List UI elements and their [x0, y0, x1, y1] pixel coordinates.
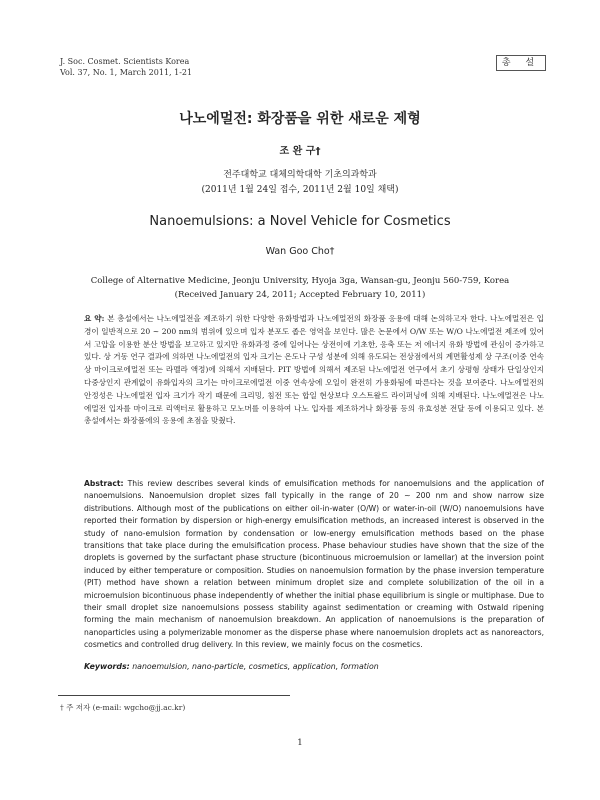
korean-affiliation: 전주대학교 대체의학대학 기초의과학과 — [223, 170, 377, 180]
korean-abstract-text: 본 총설에서는 나노에멀전을 제조하기 위한 다양한 유화방법과 나노에멀전의 화장품 응용에 대해 논의하고자 한다. 나노에멀전은 입경이 일반적으로 20 ~ 200 nm의 범위에 있으며 입자 분포도 좁은 영역을 보인다. 많은 논문에서 O/W 또는 W/O 나노에멀전 제조에 있어서 고압을 이용한 분산 방법을 보고하고 있지만 유화과정 중에 일어나는 상전이에 기초한, 응축 또는 저 에너지 유화 방법에 관심이 증가하고 있다. 상 거동 연구 결과에 의하면 나노에멀전의 입자 크기는 온도나 구성 성분에 의해 유도되는 전상점에서의 계면활성제 상 구조(이중 연속상 마이크로에멀전 또는 라멜라 액정)에 의해서 지배된다. PIT 방법에 의해서 제조된 나노에멀전 연구에서 초기 상평형 상태가 단일상인지 다중상인지 관계없이 유화입자의 크기는 마이크로에멀전 이중 연속상에 오일이 완전히 가용화됨에 따른다는 것을 보여준다. 나노에멀전의 안정성은 나노에멀전 입자 크기가 작기 때문에 크리밍, 침전 또는 합일 현상보다 오스트왈드 라이퍼닝에 의해 지배된다. 나노에멀전은 나노에멀전 입자를 마이크로 리액터로 활용하고 모노머를 이용하여 나노 입자를 제조하거나 화장품 등의 유효성분 전달 등에 이용되고 있다. 본 총설에서는 화장품에의 응용에 초점을 맞췄다. — [84, 314, 544, 426]
korean-dates: (2011년 1월 24일 접수, 2011년 2월 10일 채택) — [201, 185, 399, 195]
english-affiliation: College of Alternative Medicine, Jeonju University, Hyoja 3ga, Wansan-gu, Jeonju 560-759, Korea — [90, 276, 510, 286]
korean-abstract — [84, 313, 544, 428]
english-affiliation-block — [0, 274, 600, 302]
english-abstract-label: Abstract: — [84, 479, 124, 488]
korean-affiliation-block — [0, 168, 600, 198]
keywords-label: Keywords: — [84, 662, 130, 671]
korean-title: 나노에멀전: 화장품을 위한 새로운 제형 — [179, 111, 421, 127]
english-dates: (Received January 24, 2011; Accepted February 10, 2011) — [174, 290, 426, 300]
page-number: 1 — [297, 738, 303, 748]
keywords-terms: nanoemulsion, nano-particle, cosmetics, application, formation — [132, 662, 379, 671]
footnote-divider — [58, 695, 290, 696]
english-abstract-text: This review describes several kinds of emulsification methods for nanoemulsions and the application of nanoemulsions. Nanoemulsion droplet sizes fall typically in the range of 20 ~ 200 nm and show narrow size distributions. Although most of the publications on either oil-in-water (O/W) or water-in-oil (W/O) nanoemulsions have reported their formation by dispersion or high-energy emulsification methods, an increased interest is observed in the study of nano-emulsion formation by condensation or low-energy emulsification methods based on the phase transitions that take place during the emulsification process. Phase behaviour studies have shown that the size of the droplets is governed by the surfactant phase structure (bicontinuous microemulsion or lamellar) at the inversion point induced by either temperature or composition. Studies on nanoemulsion formation by the phase inversion temperature (PIT) method have shown a relation between minimum droplet size and complete solubilization of the oil in a microemulsion bicontinuous phase independently of whether the initial phase equilibrium is single or multiphase. Due to their small droplet size nanoemulsions possess stability against sedimentation or creaming with Ostwald ripening forming the main mechanism of nanoemulsion breakdown. An application of nanoemulsions is the preparation of nanoparticles using a polymerizable monomer as the disperse phase where nanoemulsion droplets act as nanoreactors, cosmetics and controlled drug delivery. In this review, we mainly focus on the cosmetics. — [84, 479, 544, 650]
footnote: † 주 저자 (e-mail: wgcho@jj.ac.kr) — [60, 703, 186, 712]
journal-citation — [60, 56, 192, 78]
article-type-badge: 총 설 — [496, 55, 546, 71]
journal-name: J. Soc. Cosmet. Scientists Korea — [60, 57, 190, 66]
english-abstract — [84, 478, 544, 652]
korean-abstract-label: 요 약: — [84, 314, 105, 323]
keywords — [84, 661, 544, 673]
english-author: Wan Goo Cho† — [265, 246, 335, 257]
english-title: Nanoemulsions: a Novel Vehicle for Cosmetics — [149, 214, 451, 229]
journal-volume: Vol. 37, No. 1, March 2011, 1-21 — [60, 68, 193, 77]
korean-author: 조 완 구† — [279, 146, 321, 157]
